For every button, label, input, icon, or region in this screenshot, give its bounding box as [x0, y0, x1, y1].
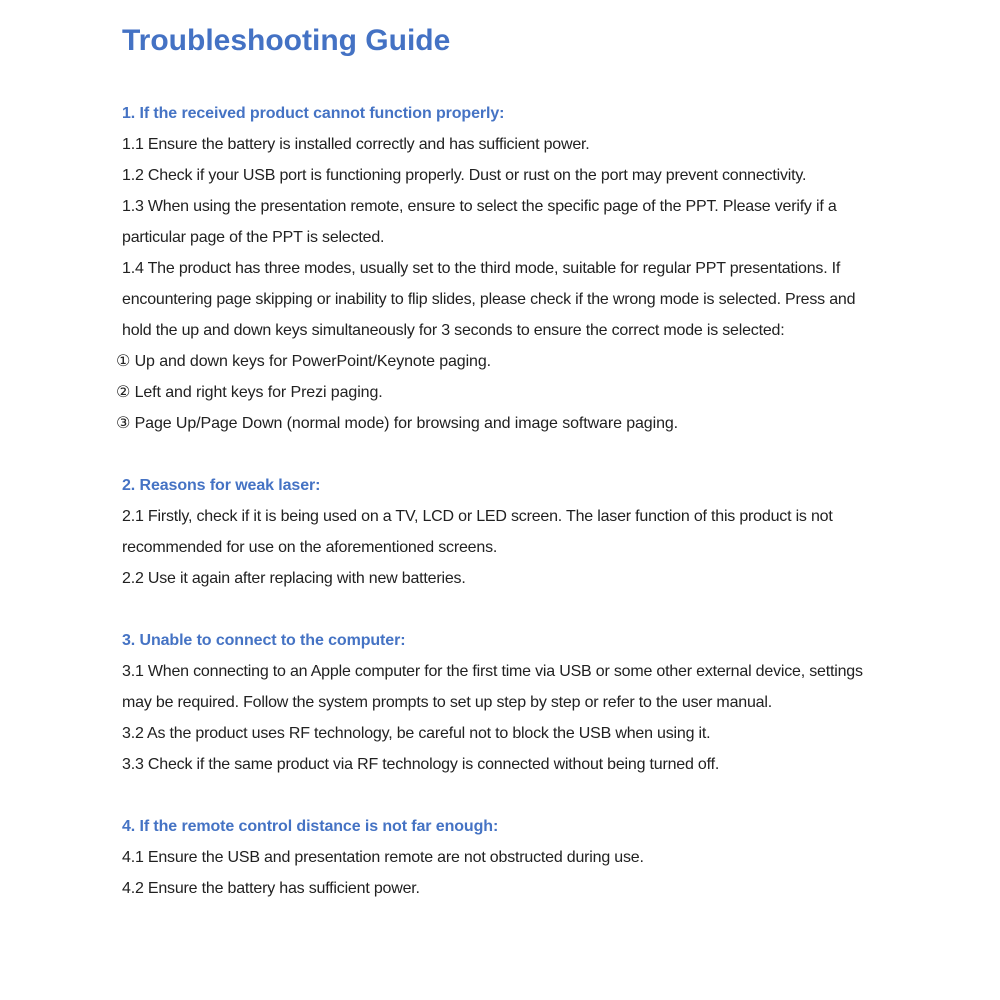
paragraph: 4.2 Ensure the battery has sufficient power. [122, 880, 420, 897]
paragraph: 1.2 Check if your USB port is functioning properly. Dust or rust on the port may prevent connectivity. [122, 167, 807, 184]
page-title: Troubleshooting Guide [122, 24, 451, 57]
paragraph: 3.3 Check if the same product via RF technology is connected without being turned off. [122, 756, 720, 773]
section-heading: 2. Reasons for weak laser: [122, 477, 321, 494]
guide-section [122, 470, 888, 594]
paragraph: 4.1 Ensure the USB and presentation remote are not obstructed during use. [122, 849, 644, 866]
paragraph: 3.2 As the product uses RF technology, be careful not to block the USB when using it. [122, 725, 711, 742]
paragraph: 3.1 When connecting to an Apple computer for the first time via USB or some other external device, settings may be required. Follow the system prompts to set up step by step or refer to the user manual. [122, 663, 863, 711]
sections-container [116, 98, 888, 904]
paragraph: 2.2 Use it again after replacing with new batteries. [122, 570, 466, 587]
paragraph: 1.4 The product has three modes, usually set to the third mode, suitable for regular PPT presentations. If encountering page skipping or inability to flip slides, please check if the wrong mode is selected. Press and hold the up and down keys simultaneously for 3 seconds to ensure the correct mode is selected: [122, 260, 856, 339]
guide-section [122, 811, 888, 904]
paragraph: 1.1 Ensure the battery is installed correctly and has sufficient power. [122, 136, 590, 153]
circled-list-item: ① Up and down keys for PowerPoint/Keynote paging. [116, 353, 491, 370]
circled-list-item: ③ Page Up/Page Down (normal mode) for browsing and image software paging. [116, 415, 679, 432]
paragraph: 1.3 When using the presentation remote, ensure to select the specific page of the PPT. Please verify if a particular page of the PPT is selected. [122, 198, 837, 246]
guide-section [122, 625, 888, 780]
section-body [122, 656, 888, 780]
section-body [122, 501, 888, 594]
section-body [122, 842, 888, 904]
guide-section [116, 98, 888, 439]
section-heading: 3. Unable to connect to the computer: [122, 632, 406, 649]
section-heading: 1. If the received product cannot function properly: [122, 105, 505, 122]
section-heading: 4. If the remote control distance is not far enough: [122, 818, 499, 835]
paragraph: 2.1 Firstly, check if it is being used on a TV, LCD or LED screen. The laser function of this product is not recommended for use on the aforementioned screens. [122, 508, 833, 556]
section-body [116, 129, 888, 439]
circled-list-item: ② Left and right keys for Prezi paging. [116, 384, 383, 401]
